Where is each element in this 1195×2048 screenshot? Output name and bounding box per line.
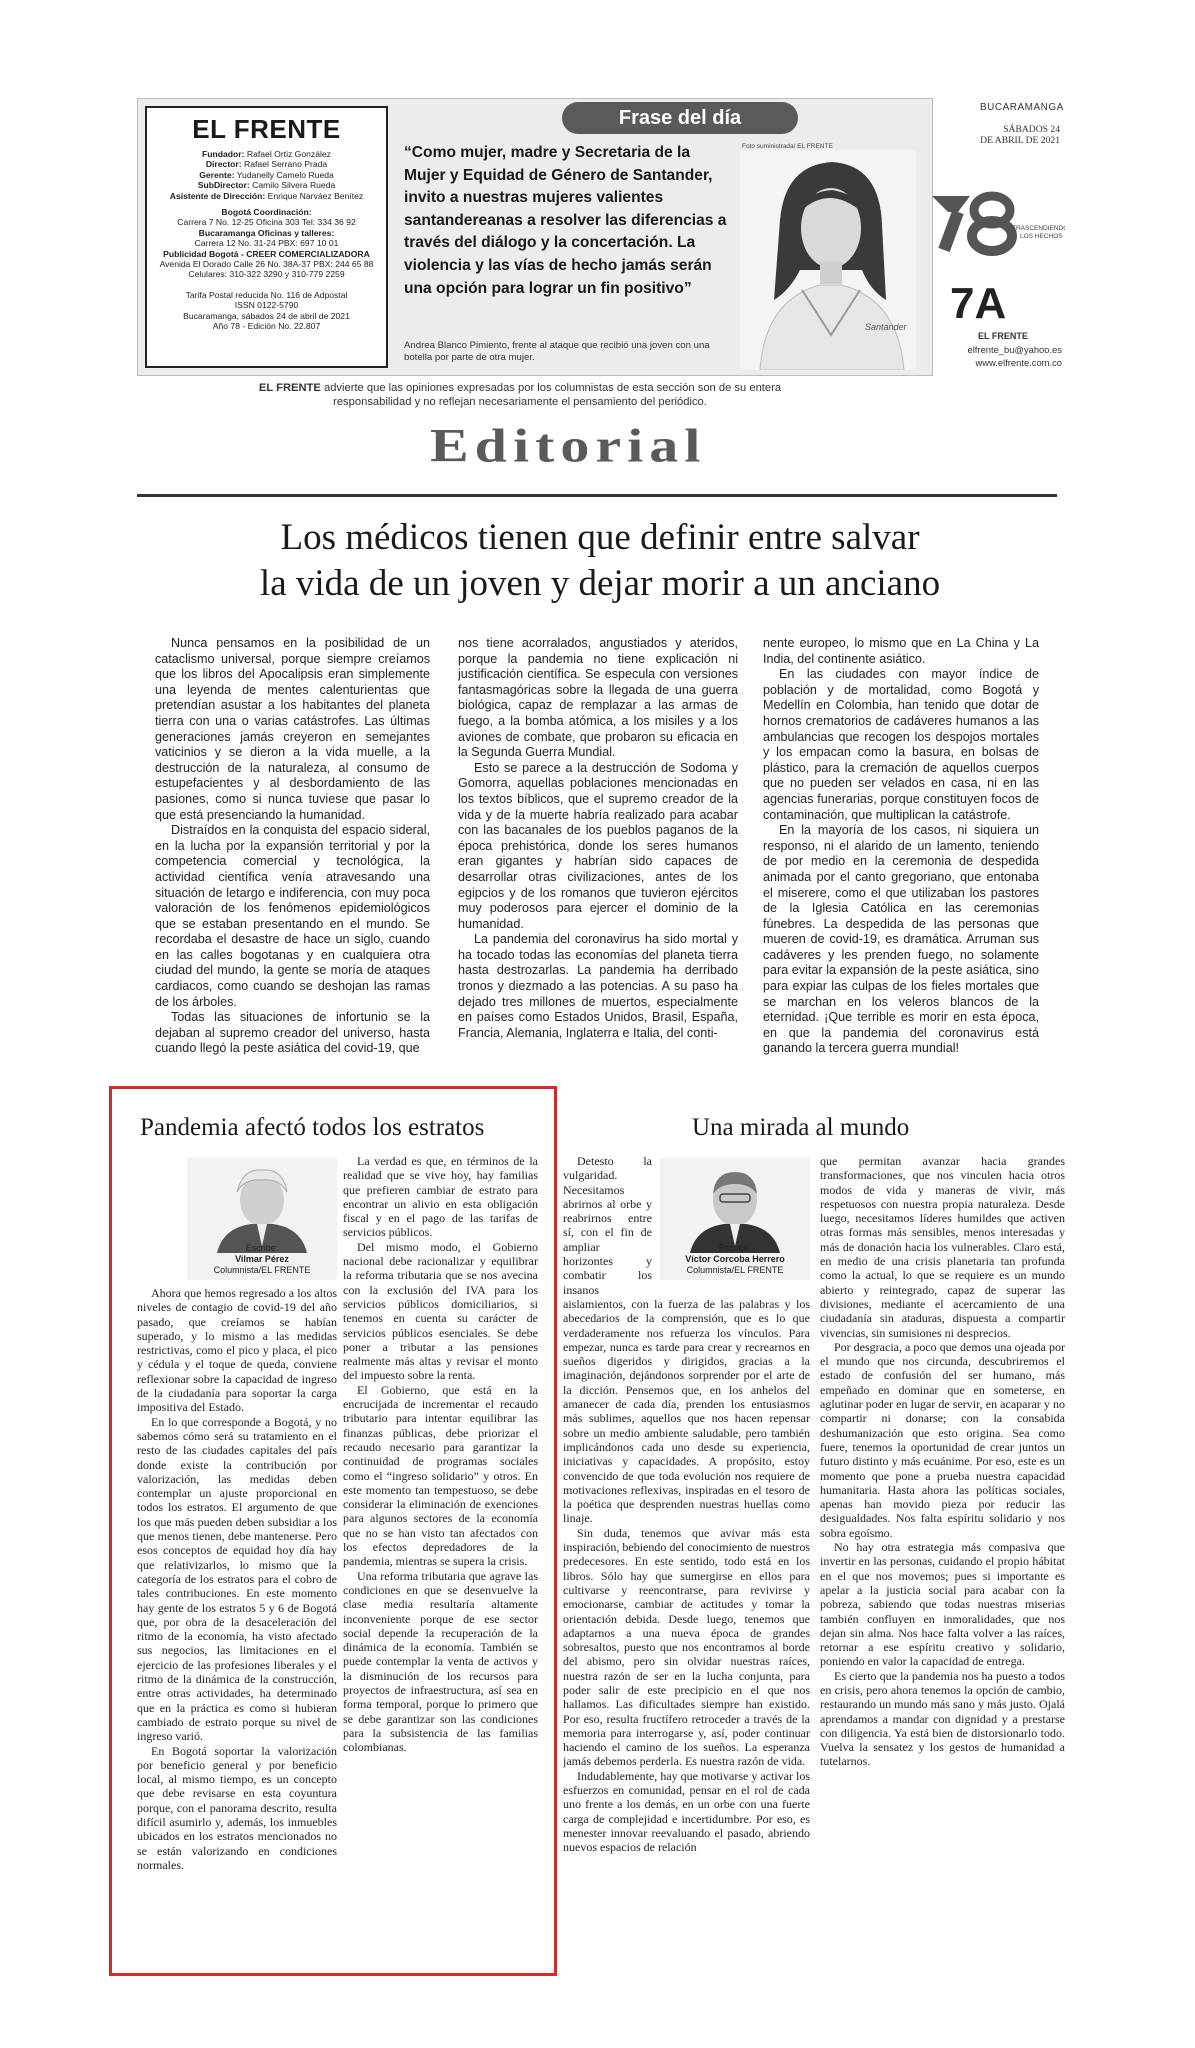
paragraph: En lo que corresponde a Bogotá, y no sabemos cómo será su tratamiento en el resto de las ciudades capitales del país donde existe la contribución por valorización, las medidas deben contemplar un ajuste proporcional en todos los estratos. El argumento de que los que más pueden deben subsidiar a los que menos tienen, debe mantenerse. Pero esos conceptos de equidad hoy día hay que relativizarlos, lo mismo que la categoría de los estratos para el cobro de tales contribuciones. En este momento hay gente de los estratos 5 y 6 de Bogotá que, por obra de la desaceleración del ritmo de la economía, ha visto afectado sus negocios, las limitaciones en el ejercicio de las profesiones liberales y el ritmo de la dinámica de la construcción, entre otras actividades, ha determinado que en la práctica es como si hubieran cambiado de estrato porque su nivel de ingreso varió. <box>137 1414 337 1744</box>
author-box <box>187 1158 337 1280</box>
editorial-column-3 <box>763 636 1039 1076</box>
paragraph: Del mismo modo, el Gobierno nacional debe racionalizar y equilibrar la reforma tributaria que se nos avecina con la exclusión del IVA para los servicios públicos domiciliarios, si tenemos en cuenta su carácter de servicios públicos esenciales. Se debe poner a tributar a las pensiones realmente más altas y revisar el monto del impuesto sobre la renta. <box>343 1239 538 1383</box>
contact-email[interactable]: elfrente_bu@yahoo.es <box>967 344 1062 355</box>
column-2-right <box>820 1154 1065 1964</box>
postal-line: ISSN 0122-5790 <box>234 300 299 311</box>
staff-line: Asistente de Dirección: Enrique Narváez Benítez <box>169 190 364 201</box>
paragraph: La verdad es que, en términos de la realidad que se vive hoy, hay familias que prefieren cambiar de estrato para encontrar un alivio en esta obligación fiscal y en el pago de las tarifas de servicios públicos. <box>343 1154 538 1240</box>
quote-photo <box>740 150 916 370</box>
paragraph: Distraídos en la conquista del espacio sideral, en la lucha por la expansión territorial y por la competencia comercial y tecnológica, la actividad científica venía atravesando una situación de letargo e indiferencia, con muy poca valoración de los fenómenos epidemiológicos que se estaban presentando en el mundo. Se recordaba el desastre de hace un siglo, cuando en las calles bogotanas y en cualquiera otra ciudad del mundo, la gente se moría de ataques cardiacos, como cuando se deshojan las ramas de los árboles. <box>155 823 430 1009</box>
office-line: Celulares: 310-322 3290 y 310-779 2259 <box>188 269 345 280</box>
paragraph: nos tiene acorralados, angustiados y ateridos, porque la pandemia no tiene explicación ni justificación científica. Se especula con versiones fantasmagóricas sobre la llegada de una guerra biológica, capaz de remplazar a las armas de fuego, a la bomba atómica, a los misiles y a los aviones de combate, que probaron su eficacia en la Segunda Guerra Mundial. <box>458 636 738 760</box>
date-label: SÁBADOS 24 DE ABRIL DE 2021 <box>980 124 1060 146</box>
paragraph: Es cierto que la pandemia nos ha puesto a todos en crisis, pero ahora tenemos la opción de cambio, restaurando un mundo más sano y más justo. Ojalá aprendamos a mandar con dignidad y a prestarse con diligencia. Ya está bien de distorsionarlo todo. Vuelva la sensatez y los gestos de humanidad a tutelarnos. <box>820 1668 1065 1769</box>
office-line: Carrera 12 No. 31-24 PBX: 697 10 01 <box>194 238 339 249</box>
office-line: Carrera 7 No. 12-25 Oficina 303 Tel: 334 36 92 <box>177 217 356 228</box>
paragraph: nente europeo, lo mismo que en La China y La India, del continente asiático. <box>763 636 1039 666</box>
paragraph: En la mayoría de los casos, ni siquiera un responso, ni el alarido de un lamento, teniendo de por medio en la ceremonia de despedida animada por el canto gregoriano, que entonaba el miserere, como el que utilizaban los pastores de la Iglesia Católica en las ceremonias fúnebres. La despedida de las personas que mueren de covid-19, es dramática. Arruman sus cadáveres y les prenden fuego, no solamente para evitar la expansión de la peste asiática, sino para expiar las culpas de los fieles mortales que se marchan en los veleros blancos de la eternidad. ¡Que terrible es morir en esta época, en que la pandemia del coronavirus está ganando la tercera guerra mundial! <box>763 823 1039 1056</box>
paragraph: La pandemia del coronavirus ha sido mortal y ha tocado todas las economías del planeta tierra hasta destrozarlas. La pandemia ha derribado tronos y diezmado a las potencias. A su paso ha dejado tres millones de muertos, especialmente en países como Estados Unidos, Brasil, España, Francia, Alemania, Inglaterra e Italia, del conti- <box>458 932 738 1040</box>
column-2-title: Una mirada al mundo <box>692 1114 910 1141</box>
postal-line: Tarifa Postal reducida No. 116 de Adpostal <box>185 289 348 300</box>
photo-credit: Foto suministrada/ EL FRENTE <box>742 143 833 150</box>
office-heading: Publicidad Bogotá - CREER COMERCIALIZADORA <box>163 248 370 259</box>
office-line: Avenida El Dorado Calle 26 No. 38A-37 PBX: 244 65 88 <box>159 259 374 270</box>
editorial-column-2 <box>458 636 738 1076</box>
column-1-left <box>137 1154 337 1964</box>
section-divider <box>137 494 1057 497</box>
staff-line: Fundador: Rafael Ortiz González <box>202 149 331 159</box>
city-label: BUCARAMANGA <box>980 102 1064 113</box>
paragraph: Todas las situaciones de infortunio se la dejaban al supremo creador del universo, hasta cuando llegó la peste asiática del covid-19, que <box>155 1010 430 1056</box>
author-caption: Escribe: Víctor Corcoba Herrero Columnista/EL FRENTE <box>685 1243 785 1275</box>
paragraph: En las ciudades con mayor índice de población y de mortalidad, como Bogotá y Medellín en Colombia, han tenido que dotar de hornos crematorios de cadáveres humanos a las ambulancias que recogen los despojos mortales y los empacan como la basura, en bolsas de plástico, para la cremación de aquellos cuerpos que no pueden ser velados en casa, ni en las agencias funerarias, porque constituyen focos de contaminación, que multiplican la catástrofe. <box>763 667 1039 822</box>
column-1-title: Pandemia afectó todos los estratos <box>140 1114 485 1141</box>
staff-line: Director: Rafael Serrano Prada <box>205 159 328 170</box>
paragraph: Indudablemente, hay que motivarse y activar los esfuerzos en comunidad, pensar en el rol de cada uno frente a los demás, en un orbe con una fuerte carga de complejidad e incertidumbre. Por eso, es menester innovar reevaluando el pasado, abriendo nuevos espacios de relación <box>563 1768 810 1855</box>
staff-line: Gerente: Yudanelly Camelo Rueda <box>199 169 334 180</box>
paragraph: El Gobierno, que está en la encrucijada de incrementar el recaudo tributario para intentar equilibrar las finanzas públicas, debe priorizar el recaudo necesario para garantizar la continuidad de programas sociales como el “ingreso solidario” y otros. En este momento tan tempestuoso, se debe considerar la eliminación de exenciones para algunos sectores de la economía que no se han visto tan afectados con los efectos depredadores de la pandemia, mientras se supera la crisis. <box>343 1382 538 1569</box>
shirt-logo: Santander <box>865 322 907 332</box>
paragraph: Sin duda, tenemos que avivar más esta inspiración, bebiendo del conocimiento de nuestros predecesores. En este sentido, todo está en los libros. Sólo hay que sumergirse en ellos para cultivarse y reencontrarse, para revivirse y emocionarse, cambiar de actitudes y tomar la orientación debida. Desde luego, tenemos que adaptarnos a una nueva época de grandes sobresaltos, puesto que nos encontramos al borde del abismo, pero sin olvidar nuestras raíces, nuestra razón de ser en la lucha conjunta, para poder salir de este precipicio en el que nos hallamos. Las dificultades siempre han existido. Por eso, resulta fructífero retroceder a través de la memoria para interrogarse y, así, poder continuar haciendo el camino de los sueños. La esperanza jamás debemos perderla. Es nuestra razón de vida. <box>563 1525 810 1769</box>
column-1-right <box>343 1154 538 1964</box>
quote-text: “Como mujer, madre y Secretaria de la Mujer y Equidad de Género de Santander, invito a nuestras mujeres valientes santandereanas a resolver las diferencias a través del diálogo y la concertación. La violencia y las vías de hecho jamás serán una opción para lograr un fin positivo” <box>404 144 727 297</box>
staff-box <box>145 106 388 368</box>
paragraph: Detesto la vulgaridad. Necesitamos abrirnos al orbe y reabrirnos entre sí, con el fin de ampliar horizontes y combatir los insanos aislamientos, con la fuerza de las palabras y los abecedarios de la comprensión, que es lo que verdaderamente nos refuerza los vínculos. Para empezar, nunca es tarde para crear y recrearnos en sueños digeridos y dirigidos, gracias a la imaginación, dejándonos sorprender por el arte de la dicción. Pensemos que, en los anhelos del amanecer de cada día, prenden los entusiasmos más sublimes, aquellos que nos hacen repensar sobre un medio ambiente saludable, pero también implicándonos cada uno desde su experiencia, iniciativas y capacidades. A propósito, estoy convencido de que toda evolución nos requiere de motivaciones reflexivas, inspiradas en el tesoro de la poética que desprenden nuestras huellas como linaje. <box>563 1154 810 1526</box>
author-caption: Escribe: Vilmar Pérez Columnista/EL FRENTE <box>213 1243 311 1275</box>
author-box <box>660 1158 810 1280</box>
column-2-left <box>563 1154 810 1964</box>
contact-web[interactable]: www.elfrente.com.co <box>975 357 1062 368</box>
editorial-column-1 <box>155 636 430 1076</box>
editorial-headline: Los médicos tienen que definir entre salvar la vida de un joven y dejar morir a un anciano <box>259 517 941 604</box>
office-heading: Bogotá Coordinación: <box>221 207 312 218</box>
section-title: Editorial <box>430 418 707 473</box>
paragraph: Esto se parece a la destrucción de Sodoma y Gomorra, aquellas poblaciones mencionadas en los textos bíblicos, que el supremo creador de la vida y de la muerte habría realizado para acabar con las bacanales de los pueblos paganos de la época prehistórica, donde los seres humanos eran gigantes y habrían sido capaces de desarrollar otras civilizaciones, antes de los egipcios y de los romanos que tuvieron ejércitos muy poderosos para ejercer el dominio de la humanidad. <box>458 760 738 931</box>
paragraph: Una reforma tributaria que agrave las condiciones en que se desenvuelve la clase media resultaría altamente inconveniente porque de ese sector social depende la recuperación de la dinámica de la economía. También se puede contemplar la venta de activos y la disminución de los recursos para proyectos de infraestructura, así sea en forma temporal, porque lo primero que se debe garantizar son las condiciones para la subsistencia de las familias colombianas. <box>343 1568 538 1755</box>
office-heading: Bucaramanga Oficinas y talleres: <box>198 227 335 238</box>
postal-line: Año 78 - Edición No. 22.807 <box>212 321 321 332</box>
paragraph: Nunca pensamos en la posibilidad de un cataclismo universal, porque siempre creíamos que los libros del Apocalipsis eran simplemente una leyenda de mentes calenturientas que pretendían asustar a los habitantes del planeta tierra con una o varias catástrofes. Las últimas generaciones jamás creyeron en semejantes vaticinios y se dieron a la vida muelle, a la destrucción de la naturaleza, al consumo de estupefacientes y al desbordamiento de las pasiones, como si nunca tuviese que pasar lo que está presenciando la humanidad. <box>155 636 430 822</box>
paper-name: EL FRENTE <box>192 114 341 144</box>
quote-attribution: Andrea Blanco Pimiento, frente al ataque que recibió una joven con una botella por parte de otra mujer. <box>404 340 710 363</box>
quote-banner: Frase del día <box>562 102 798 134</box>
woman-portrait-icon <box>740 150 916 370</box>
paragraph: No hay otra estrategia más compasiva que invertir en las personas, cuidando el propio hábitat en el que nos movemos; pues si importante es apelar a la justicia social para acabar con la pobreza, sabiendo que todas nuestras miserias también confluyen en inmoralidades, que nos dejan sin alma. Nos hace falta volver a las raíces, retornar a ese espíritu creativo y solidario, poniendo en valor la capacidad de entrega. <box>820 1540 1065 1669</box>
page-number: 7A <box>950 279 1007 328</box>
anniversary-logo <box>930 188 1065 258</box>
paragraph: Por desgracia, a poco que demos una ojeada por el mundo que nos circunda, descubriremos el estado de confusión del ser humano, más empeñado en dominar que en someterse, en aglutinar poder en lugar de servir, en acaparar y no compartir ni donarse; con la consabida deshumanización que esto origina. Sea como fuere, tenemos la oportunidad de crear juntos un futuro distinto y más ecuánime. Por eso, este es un momento que pone a prueba nuestra capacidad humanitaria. Hasta ahora las políticas sociales, apenas han movido pieza por reducir las desigualdades. Nos falta espíritu solidario y nos sobra egoísmo. <box>820 1339 1065 1540</box>
anniversary-78-icon <box>930 188 1065 258</box>
disclaimer: EL FRENTE advierte que las opiniones expresadas por los columnistas de esta sección son de su entera responsabilidad y no reflejan necesariamente el pensamiento del periódico. <box>258 382 782 408</box>
paragraph: que permitan avanzar hacia grandes transformaciones, que nos vinculen hacia otros modos de vida y maneras de vivir, más respetuosos con nuestra propia naturaleza. Desde luego, necesitamos líderes humildes que activen otras formas más sensibles, menos interesadas y más de donación hacia los vulnerables. Claro está, en medio de una crisis planetaria tan profunda como la actual, lo que se requiere es un mundo abierto y reintegrado, capaz de superar las divisiones, mediante el acercamiento de una ciudadanía sin ataduras, dispuesta a compartir vivencias, sin sumisiones ni desprecios. <box>820 1154 1065 1340</box>
staff-line: SubDirector: Camilo Silvera Rueda <box>197 180 336 191</box>
brand-small: EL FRENTE <box>978 331 1028 341</box>
svg-text:LOS HECHOS: LOS HECHOS <box>1020 233 1063 240</box>
paragraph: En Bogotá soportar la valorización por beneficio general y por beneficio local, al mismo tiempo, es un concepto que debe revisarse en esta coyuntura porque, con el panorama descrito, resulta difícil asumirlo y, además, los inmuebles ubicados en los estratos mencionados no se están valorizando en condiciones normales. <box>137 1743 337 1872</box>
svg-text:TRASCENDIENDO: TRASCENDIENDO <box>1012 225 1065 232</box>
postal-line: Bucaramanga, sábados 24 de abril de 2021 <box>183 310 350 321</box>
paragraph: Ahora que hemos regresado a los altos niveles de contagio de covid-19 del año pasado, que creíamos se habían superado, y lo mismo a las medidas restrictivas, como el pico y placa, el pico y cédula y el toque de queda, conviene reflexionar sobre la capacidad de ingreso de la ciudadanía para soportar la carga impositiva del Estado. <box>137 1286 337 1415</box>
